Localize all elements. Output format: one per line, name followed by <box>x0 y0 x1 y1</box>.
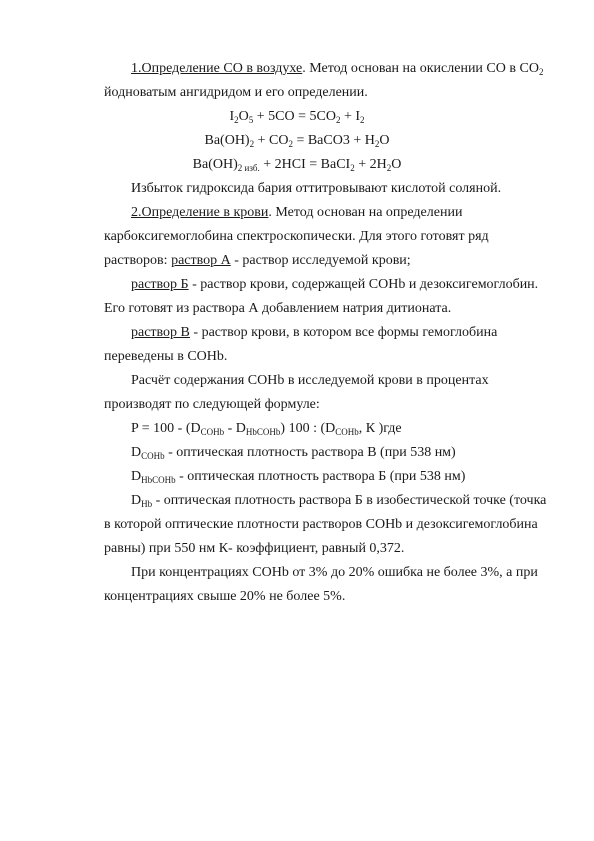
definition-dcohb: $D_{COHb}$ - оптическая плотность раствора В (при 538 нм) <box>131 445 456 461</box>
solution-v-label: раствор В <box>131 325 190 340</box>
solution-v-line1: раствор В - раствор крови, в котором все формы гемоглобина <box>131 325 498 340</box>
equation-3: $Ba(OH)_{2 изб.} + 2HCI$ = BaCI$_2$ + $2H_2O$ <box>192 157 402 173</box>
p1-co2-sub: 2 <box>538 67 544 77</box>
solution-a-label: раствор А <box>171 253 231 268</box>
solution-b-line1: раствор Б - раствор крови, содержащей COHb и дезоксигемоглобин. <box>131 277 539 292</box>
p1-heading: 1.Определение СО в воздухе <box>131 61 303 76</box>
definition-dhb-line3: равны) при 550 нм К- коэффициент, равный 0,372. <box>104 541 405 556</box>
calc-line1: Расчёт содержания COHb в исследуемой крови в процентах <box>131 373 489 388</box>
solution-v-line2: переведены в COHb. <box>104 349 228 364</box>
final-line2: концентрациях свыше 20% не более 5%. <box>104 589 346 604</box>
p2-heading: 2.Определение в крови <box>131 205 269 220</box>
equation-2: $Ba(OH)_2 + CO_2$ = BaCO3 + $H_2O$ <box>204 133 390 149</box>
definition-dhbcohb: $D_{HbCOHb}$ - оптическая плотность раствора Б (при 538 нм) <box>131 469 466 485</box>
formula: $P = 100 - (D_{COHb} - D_{HbCOHb})$ 100 : ($D_{COHb}$, К )где <box>131 421 402 437</box>
p1-line2: йодноватым ангидридом и его определении. <box>104 85 368 100</box>
p1-line1 <box>131 61 543 77</box>
calc-line2: производят по следующей формуле: <box>104 397 320 412</box>
solution-b-line2: Его готовят из раствора А добавлением натрия дитионата. <box>104 301 452 316</box>
definition-dhb-line1: $D_{Hb}$ - оптическая плотность раствора Б в изобестической точке (точка <box>131 493 547 509</box>
definition-dhb-line2: в которой оптические плотности растворов COHb и дезоксигемоглобина <box>104 517 538 532</box>
solution-b-label: раствор Б <box>131 277 189 292</box>
p2-line1: 2.Определение в крови. Метод основан на определении <box>131 205 463 220</box>
final-line1: При концентрациях COHb от 3% до 20% ошибка не более 3%, а при <box>131 565 538 580</box>
p2-line2: карбоксигемоглобина спектроскопически. Для этого готовят ряд <box>104 229 489 244</box>
p2-line3: растворов: раствор А - раствор исследуемой крови; <box>104 253 411 268</box>
equation-1: $I_2O_5 + 5CO = 5CO_2 + I_2$ <box>229 109 365 125</box>
excess-paragraph: Избыток гидроксида бария оттитровывают кислотой соляной. <box>131 181 502 196</box>
p1-text1: . Метод основан на окислении СО в СО <box>302 61 539 76</box>
